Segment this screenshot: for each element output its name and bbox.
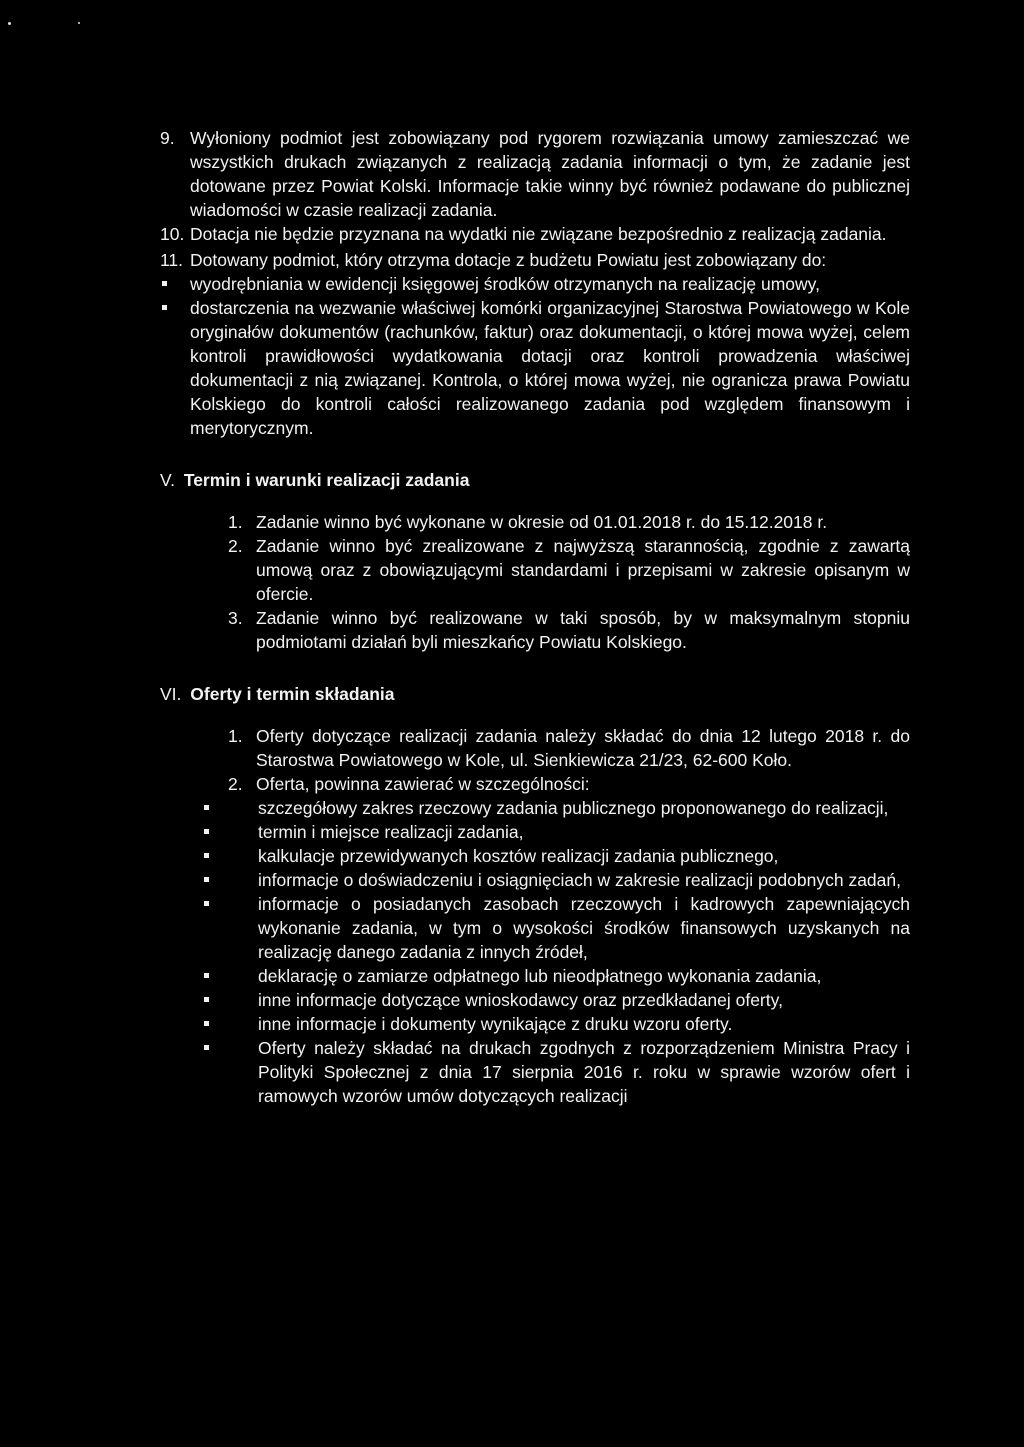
section-number: V. <box>160 470 175 490</box>
scan-mark <box>78 22 80 24</box>
bullet-item: wyodrębniania w ewidencji księgowej środków otrzymanych na realizację umowy, <box>160 272 910 296</box>
item-number: 2. <box>228 774 243 794</box>
bullet-item: kalkulacje przewidywanych kosztów realizacji zadania publicznego, <box>200 844 910 868</box>
section-title: Termin i warunki realizacji zadania <box>183 470 470 490</box>
item-number: 1. <box>228 726 243 746</box>
item-text: Zadanie winno być zrealizowane z najwyższą starannością, zgodnie z zawartą umową oraz z obowiązującymi standardami i przepisami w zakresie opisanym w ofercie. <box>256 536 910 604</box>
item-text: Dotacja nie będzie przyznana na wydatki nie związane bezpośrednio z realizacją zadania. <box>190 224 887 244</box>
item-number: 2. <box>228 536 243 556</box>
list-item <box>160 126 910 222</box>
list-item <box>160 248 910 272</box>
section-number: VI. <box>160 684 182 704</box>
item-number: 1. <box>228 512 243 532</box>
section-v-list <box>228 510 910 654</box>
document-page <box>160 126 910 1108</box>
item-text: Dotowany podmiot, który otrzyma dotacje z budżetu Powiatu jest zobowiązany do: <box>190 250 827 270</box>
item-text: Zadanie winno być wykonane w okresie od 01.01.2018 r. do 15.12.2018 r. <box>256 512 828 532</box>
list-item <box>228 534 910 606</box>
item-text: Oferty dotyczące realizacji zadania należy składać do dnia 12 lutego 2018 r. do Starostwa Powiatowego w Kole, ul. Sienkiewicza 21/23, 62-600 Koło. <box>256 726 910 770</box>
bullet-item: termin i miejsce realizacji zadania, <box>200 820 910 844</box>
bullet-item: szczegółowy zakres rzeczowy zadania publicznego proponowanego do realizacji, <box>200 796 910 820</box>
list-item <box>160 222 910 246</box>
item-number: 10. <box>160 224 185 244</box>
list-item <box>228 510 910 534</box>
bullet-item: inne informacje dotyczące wnioskodawcy oraz przedkładanej oferty, <box>200 988 910 1012</box>
bullet-item: informacje o posiadanych zasobach rzeczowych i kadrowych zapewniających wykonanie zadania, w tym o wysokości środków finansowych uzyskanych na realizację danego zadania z innych źródeł, <box>200 892 910 964</box>
item-text: Wyłoniony podmiot jest zobowiązany pod rygorem rozwiązania umowy zamieszczać we wszystkich drukach związanych z realizacją zadania informacji o tym, że zadanie jest dotowane przez Powiat Kolski. Informacje takie winny być również podawane do publicznej wiadomości w czasie realizacji zadania. <box>190 128 910 220</box>
section-heading-vi <box>160 682 910 706</box>
section-vi-list <box>228 724 910 1108</box>
item-number: 9. <box>160 128 175 148</box>
list-item <box>228 724 910 772</box>
item-number: 3. <box>228 608 243 628</box>
list-item <box>228 772 910 796</box>
section-heading-v <box>160 468 910 492</box>
bullet-item: dostarczenia na wezwanie właściwej komórki organizacyjnej Starostwa Powiatowego w Kole oryginałów dokumentów (rachunków, faktur) oraz dokumentacji, o której mowa wyżej, celem kontroli prawidłowości wydatkowania dotacji oraz kontroli prowadzenia właściwej dokumentacji z nią związanej. Kontrola, o której mowa wyżej, nie ogranicza prawa Powiatu Kolskiego do kontroli całości realizowanego zadania pod względem finansowym i merytorycznym. <box>160 296 910 440</box>
bullet-item: Oferty należy składać na drukach zgodnych z rozporządzeniem Ministra Pracy i Polityki Społecznej z dnia 17 sierpnia 2016 r. roku w sprawie wzorów ofert i ramowych wzorów umów dotyczących realizacji <box>200 1036 910 1108</box>
section-title: Oferty i termin składania <box>190 684 395 704</box>
bullet-item: inne informacje i dokumenty wynikające z druku wzoru oferty. <box>200 1012 910 1036</box>
item-text: Oferta, powinna zawierać w szczególności: <box>256 774 590 794</box>
item-text: Zadanie winno być realizowane w taki sposób, by w maksymalnym stopniu podmiotami działań byli mieszkańcy Powiatu Kolskiego. <box>256 608 910 652</box>
bullet-item: deklarację o zamiarze odpłatnego lub nieodpłatnego wykonania zadania, <box>200 964 910 988</box>
bullet-item: informacje o doświadczeniu i osiągnięciach w zakresie realizacji podobnych zadań, <box>200 868 910 892</box>
scan-mark <box>8 22 11 25</box>
item-number: 11. <box>160 250 184 270</box>
list-item <box>228 606 910 654</box>
